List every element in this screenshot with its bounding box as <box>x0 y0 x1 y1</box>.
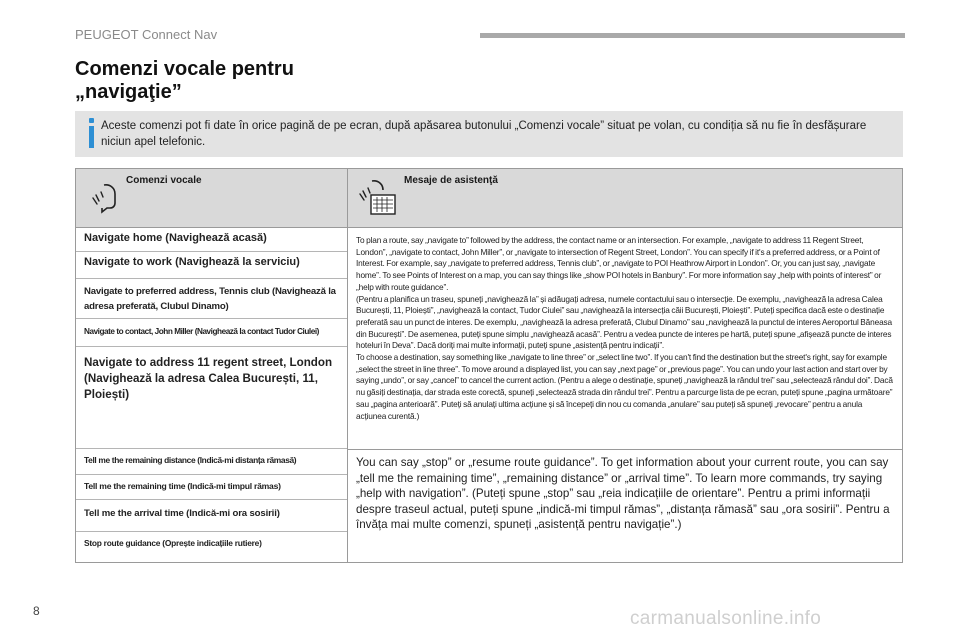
command-row: Navigate to preferred address, Tennis club (Navighează la adresa preferată, Clubul Dinamo) <box>76 279 348 319</box>
command-row: Tell me the arrival time (Indică-mi ora sosirii) <box>76 500 348 532</box>
command-row: Navigate to address 11 regent street, London (Navighează la adresa Calea București, 11, Ploiești) <box>76 347 348 449</box>
section-title-line2: „navigaţie” <box>75 81 182 103</box>
assistance-message-route-info: You can say „stop” or „resume route guidance”. To get information about your current route, you can say „tell me the remaining time”, „remaining distance” or „arrival time”. To learn more commands, try saying „help with navigation”. (Puteți spune „stop” sau „reia indicațiile de orientare”. Pentru a primi informații despre traseul actual, puteți spune „indică-mi timpul rămas”, „distanța rămasă” sau „ora sosirii”. Pentru a învăța mai multe comenzi, spuneți „asistență pentru navigație”.) <box>356 456 890 532</box>
command-row: Navigate to work (Navighează la serviciu) <box>76 252 348 279</box>
command-row: Stop route guidance (Oprește indicațiile rutiere) <box>76 532 348 562</box>
assistance-message-navigation <box>356 235 894 422</box>
assistance-paragraph: To choose a destination, say something like „navigate to line three” or „select line two”. If you can't find the destination but the street's right, say for example „select the street in line three”. To move around a displayed list, you can say „next page” or „previous page”. You can undo your last action and start over by saying „undo”, or say „cancel” to cancel the current action. (Pentru a alege o destinație, spuneți „navighează la rândul trei” sau „selectează rândul doi”. Dacă nu găsiți destinația, dar strada este corectă, spuneți „selectează strada din rândul trei”. Pentru a parcurge lista de pe ecran, puteți spune „pagina următoare” sau „pagina anterioară”. Puteți să anulați ultima acțiune și să începeți din nou cu comanda „anulare” sau puteți să spuneți „revocare” pentru a anula acțiunea curentă.) <box>356 352 893 421</box>
section-title <box>75 58 294 104</box>
info-text: Aceste comenzi pot fi date în orice pagină de pe ecran, după apăsarea butonului „Comenzi vocale” situat pe volan, cu condiția să nu fie în desfășurare niciun apel telefonic. <box>101 120 867 148</box>
voice-commands-table <box>75 168 903 563</box>
command-row: Tell me the remaining distance (Indică-mi distanța rămasă) <box>76 449 348 475</box>
assistance-divider <box>348 449 902 450</box>
header-rule <box>480 33 905 38</box>
command-row: Tell me the remaining time (Indică-mi timpul rămas) <box>76 475 348 500</box>
info-box <box>75 111 903 157</box>
table-header-commands <box>76 169 348 227</box>
column-divider <box>347 228 348 562</box>
table-header-assistance <box>348 169 902 227</box>
assistance-paragraph: To plan a route, say „navigate to” followed by the address, the contact name or an intersection. For example, „navigate to address 11 Regent Street, London”, „navigate to contact, John Miller”, or „navigate to intersection of Regent Street, London”. You can specify if it's a preferred address, or a Point of Interest. For example, say „navigate to preferred address, Tennis club”, or „navigate to POI Heathrow Airport in London”. Or, you can just say, „navigate home”. To see Points of Interest on a map, you can say things like „show POI hotels in Banbury”. For more information say „help with points of interest” or „help with route guidance”. <box>356 235 882 292</box>
voice-assistance-icon <box>358 177 400 219</box>
info-icon <box>86 118 98 150</box>
header-title: PEUGEOT Connect Nav <box>75 27 218 42</box>
watermark: carmanualsonline.info <box>630 608 822 629</box>
section-title-line1: Comenzi vocale pentru <box>75 58 294 80</box>
command-row: Navigate to contact, John Miller (Navighează la contact Tudor Ciulei) <box>76 319 348 347</box>
assistance-paragraph: (Pentru a planifica un traseu, spuneți „navighează la” și adăugați adresa, numele contactului sau o intersecție. De exemplu, „navighează la adresa Calea București, 11, Ploiești”, „navighează la contact, Tudor Ciulei” sau „navighează la intersecția căii București, Ploiești”. Puteți specifica dacă este o destinație preferată sau un punct de interes. De exemplu, „navighează la adresa preferată, Clubul Dinamo” sau „navighează la punctul de interes Aeroportul Băneasa din București”. De asemenea, puteți spune simplu „navighează acasă”. Pentru a vedea puncte de interes pe hartă, puteți spune „afișează puncte de interes hoteluri în Deva”. Dacă doriți mai multe informații, puteți spune „asistență pentru indicații”. <box>356 293 892 351</box>
command-row: Navigate home (Navighează acasă) <box>76 228 348 252</box>
page-number: 8 <box>33 604 40 618</box>
table-header-assistance-label: Mesaje de asistenţă <box>404 175 498 186</box>
voice-command-icon <box>88 181 122 215</box>
table-header-commands-label: Comenzi vocale <box>126 175 202 186</box>
